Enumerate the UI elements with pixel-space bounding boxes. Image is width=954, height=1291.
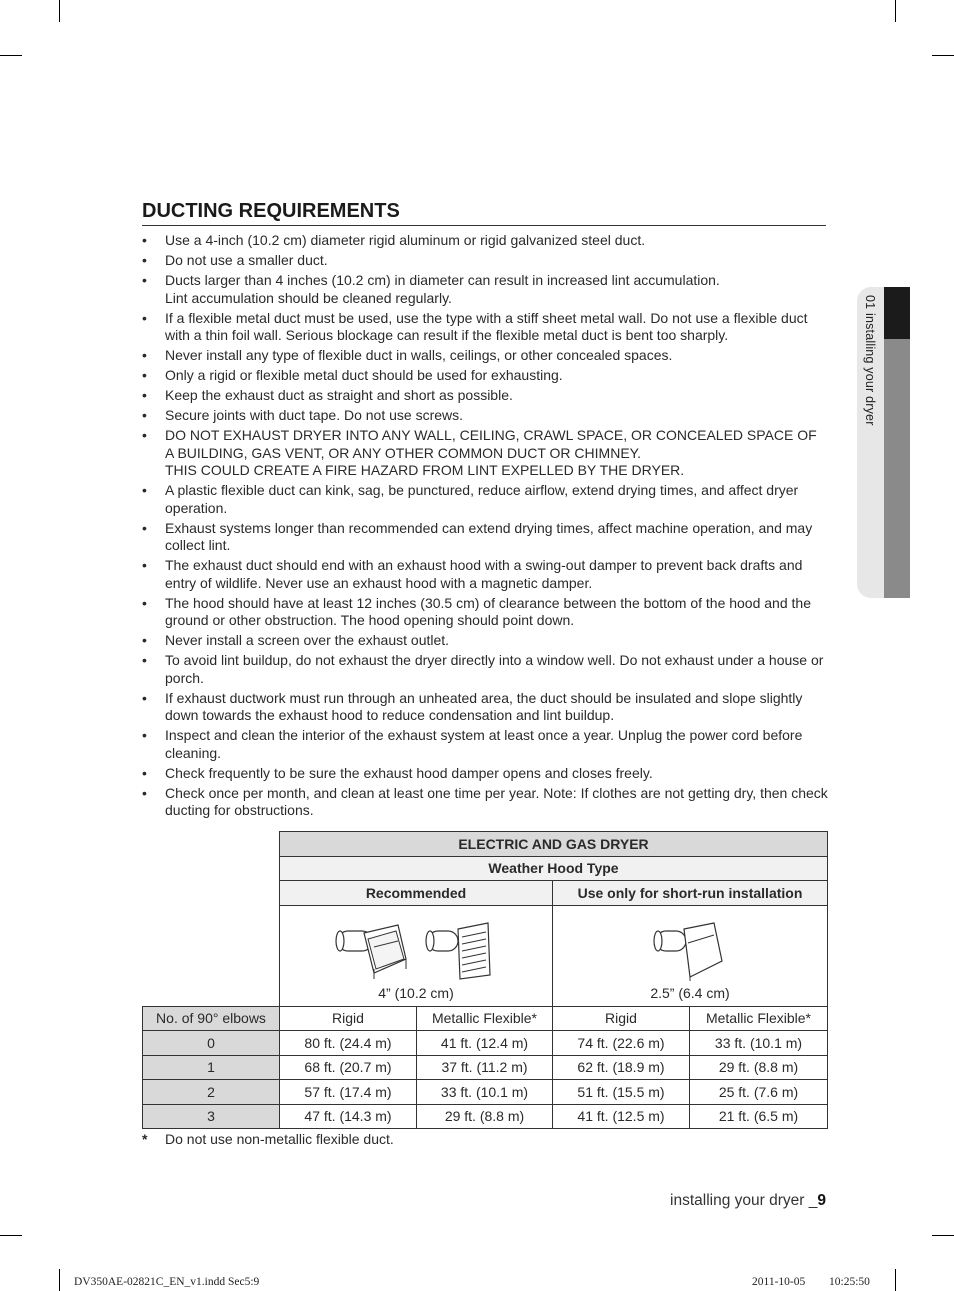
col-header: Rigid <box>553 1006 690 1031</box>
table-cell: 37 ft. (11.2 m) <box>417 1055 553 1080</box>
bullet-marker: • <box>142 519 147 536</box>
list-item-text: If a flexible metal duct must be used, use the type with a stiff sheet metal wall. Do not use a flexible duct with a thin foil wall. Serious blockage can result if the flexible metal duct is bent too sharply. <box>165 309 808 343</box>
print-slug-date: 2011-10-05 <box>752 1276 806 1288</box>
bullet-marker: • <box>142 764 147 781</box>
table-cell: 41 ft. (12.4 m) <box>417 1031 553 1056</box>
table-row <box>143 1055 828 1080</box>
table-row <box>143 1080 828 1105</box>
list-item-text: Only a rigid or flexible metal duct should be used for exhausting. <box>165 367 563 383</box>
bullet-marker: • <box>142 252 147 268</box>
crop-mark <box>932 1235 954 1236</box>
table-footnote <box>142 1131 394 1147</box>
bullet-marker: • <box>142 727 147 743</box>
footnote-text: Do not use non-metallic flexible duct. <box>165 1131 394 1147</box>
table-header-sub: Weather Hood Type <box>280 856 828 881</box>
chapter-side-label: 01 installing your dryer <box>863 295 877 426</box>
bullet-marker: • <box>142 407 147 423</box>
list-item-text: Use a 4-inch (10.2 cm) diameter rigid aluminum or rigid galvanized steel duct. <box>165 232 646 248</box>
crop-mark <box>59 0 60 22</box>
elbows-header: No. of 90° elbows <box>143 1006 280 1031</box>
vented-hood-icon <box>424 921 498 981</box>
list-item <box>142 595 828 630</box>
list-item <box>142 632 828 650</box>
list-item <box>142 367 828 385</box>
table-cell: 57 ft. (17.4 m) <box>280 1080 417 1105</box>
elbow-count: 2 <box>143 1080 280 1105</box>
bullet-marker: • <box>142 594 147 611</box>
louvered-hood-icon <box>334 921 414 981</box>
col-header: Metallic Flexible* <box>417 1006 553 1031</box>
list-item-text: Secure joints with duct tape. Do not use screws. <box>165 407 464 423</box>
recommended-hoods-cell <box>280 905 553 1006</box>
list-item <box>142 765 828 783</box>
crop-mark <box>0 1235 22 1236</box>
list-item <box>142 727 828 762</box>
bullet-marker: • <box>142 689 147 706</box>
list-item-text: Never install a screen over the exhaust outlet. <box>165 632 450 648</box>
section-title: DUCTING REQUIREMENTS <box>142 200 826 226</box>
list-item-text: To avoid lint buildup, do not exhaust the dryer directly into a window well. Do not exhaust under a house or porch. <box>165 652 824 686</box>
list-item <box>142 520 828 555</box>
list-item <box>142 232 828 250</box>
list-item-text: The exhaust duct should end with an exhaust hood with a swing-out damper to prevent back drafts and entry of wildlife. Never use an exhaust hood with a magnetic damper. <box>165 557 803 591</box>
col-header: Metallic Flexible* <box>690 1006 828 1031</box>
bullet-marker: • <box>142 482 147 498</box>
table-group-short-run: Use only for short-run installation <box>553 881 828 906</box>
requirements-list <box>142 232 828 822</box>
footnote-marker: * <box>142 1131 148 1147</box>
table-header-main: ELECTRIC AND GAS DRYER <box>280 832 828 857</box>
table-row <box>143 1031 828 1056</box>
list-item-text: Inspect and clean the interior of the exhaust system at least once a year. Unplug the power cord before cleaning. <box>165 727 803 761</box>
table-cell: 62 ft. (18.9 m) <box>553 1055 690 1080</box>
list-item-text: If exhaust ductwork must run through an unheated area, the duct should be insulated and slope slightly down towards the exhaust hood to reduce condensation and lint buildup. <box>165 689 803 723</box>
list-item-text: Exhaust systems longer than recommended can extend drying times, affect machine operation, and may collect lint. <box>165 519 813 553</box>
table-row <box>143 1104 828 1129</box>
short-run-size: 2.5” (6.4 cm) <box>650 984 730 1001</box>
list-item <box>142 407 828 425</box>
table-cell: 29 ft. (8.8 m) <box>690 1055 828 1080</box>
table-cell: 33 ft. (10.1 m) <box>417 1080 553 1105</box>
list-item-text: Check frequently to be sure the exhaust hood damper opens and closes freely. <box>165 764 653 781</box>
table-cell: 25 ft. (7.6 m) <box>690 1080 828 1105</box>
table-cell: 74 ft. (22.6 m) <box>553 1031 690 1056</box>
list-item-text: A plastic flexible duct can kink, sag, be punctured, reduce airflow, extend drying times, and affect dryer operation. <box>165 482 799 516</box>
list-item-text: The hood should have at least 12 inches (30.5 cm) of clearance between the bottom of the hood and the ground or other obstruction. The hood opening should point down. <box>165 594 811 628</box>
side-tab-marker <box>884 287 910 339</box>
bullet-marker: • <box>142 652 147 668</box>
list-item <box>142 427 828 480</box>
elbow-count: 3 <box>143 1104 280 1129</box>
bullet-marker: • <box>142 232 147 248</box>
list-item <box>142 785 828 820</box>
bullet-marker: • <box>142 387 147 403</box>
list-item-text: Do not use a smaller duct. <box>165 252 328 268</box>
footer-section-name: installing your dryer _ <box>670 1192 818 1209</box>
recommended-size: 4” (10.2 cm) <box>378 984 454 1001</box>
table-cell: 80 ft. (24.4 m) <box>280 1031 417 1056</box>
bullet-marker: • <box>142 347 147 363</box>
table-corner <box>143 832 280 1007</box>
list-item <box>142 557 828 592</box>
bullet-marker: • <box>142 309 147 326</box>
duct-length-table <box>142 831 828 1129</box>
short-run-hood-cell <box>553 905 828 1006</box>
list-item <box>142 272 828 307</box>
list-item-text: Check once per month, and clean at least one time per year. Note: If clothes are not getting dry, then check ducting for obstructions. <box>165 784 828 818</box>
damper-hood-icon <box>652 921 728 981</box>
elbow-count: 0 <box>143 1031 280 1056</box>
crop-mark <box>59 1269 60 1291</box>
list-item-text: Keep the exhaust duct as straight and short as possible. <box>165 387 513 403</box>
page-footer <box>656 1192 826 1210</box>
print-slug-time: 10:25:50 <box>829 1276 870 1288</box>
list-item <box>142 482 828 517</box>
table-cell: 29 ft. (8.8 m) <box>417 1104 553 1129</box>
list-item <box>142 387 828 405</box>
list-item-text: Ducts larger than 4 inches (10.2 cm) in diameter can result in increased lint accumulation. Lint accumulation should be cleaned regularly. <box>165 272 720 306</box>
table-group-recommended: Recommended <box>280 881 553 906</box>
crop-mark <box>895 1269 896 1291</box>
col-header: Rigid <box>280 1006 417 1031</box>
list-item-text: DO NOT EXHAUST DRYER INTO ANY WALL, CEILING, CRAWL SPACE, OR CONCEALED SPACE OF A BUILDING, GAS VENT, OR ANY OTHER COMMON DUCT OR CHIMNEY. THIS COULD CREATE A FIRE HAZARD FROM LINT EXPELLED BY THE DRYER. <box>165 427 817 478</box>
table-cell: 47 ft. (14.3 m) <box>280 1104 417 1129</box>
crop-mark <box>932 55 954 56</box>
list-item-text: Never install any type of flexible duct in walls, ceilings, or other concealed spaces. <box>165 347 673 363</box>
bullet-marker: • <box>142 784 147 801</box>
bullet-marker: • <box>142 632 147 648</box>
bullet-marker: • <box>142 367 147 383</box>
page-number: 9 <box>817 1192 826 1209</box>
table-cell: 33 ft. (10.1 m) <box>690 1031 828 1056</box>
bullet-marker: • <box>142 272 147 288</box>
list-item <box>142 652 828 687</box>
list-item <box>142 252 828 270</box>
list-item <box>142 310 828 345</box>
crop-mark <box>895 0 896 22</box>
table-cell: 41 ft. (12.5 m) <box>553 1104 690 1129</box>
table-cell: 68 ft. (20.7 m) <box>280 1055 417 1080</box>
list-item <box>142 347 828 365</box>
bullet-marker: • <box>142 557 147 573</box>
print-slug-file: DV350AE-02821C_EN_v1.indd Sec5:9 <box>74 1276 260 1288</box>
bullet-marker: • <box>142 427 147 443</box>
table-cell: 21 ft. (6.5 m) <box>690 1104 828 1129</box>
table-cell: 51 ft. (15.5 m) <box>553 1080 690 1105</box>
crop-mark <box>0 55 22 56</box>
list-item <box>142 690 828 725</box>
elbow-count: 1 <box>143 1055 280 1080</box>
